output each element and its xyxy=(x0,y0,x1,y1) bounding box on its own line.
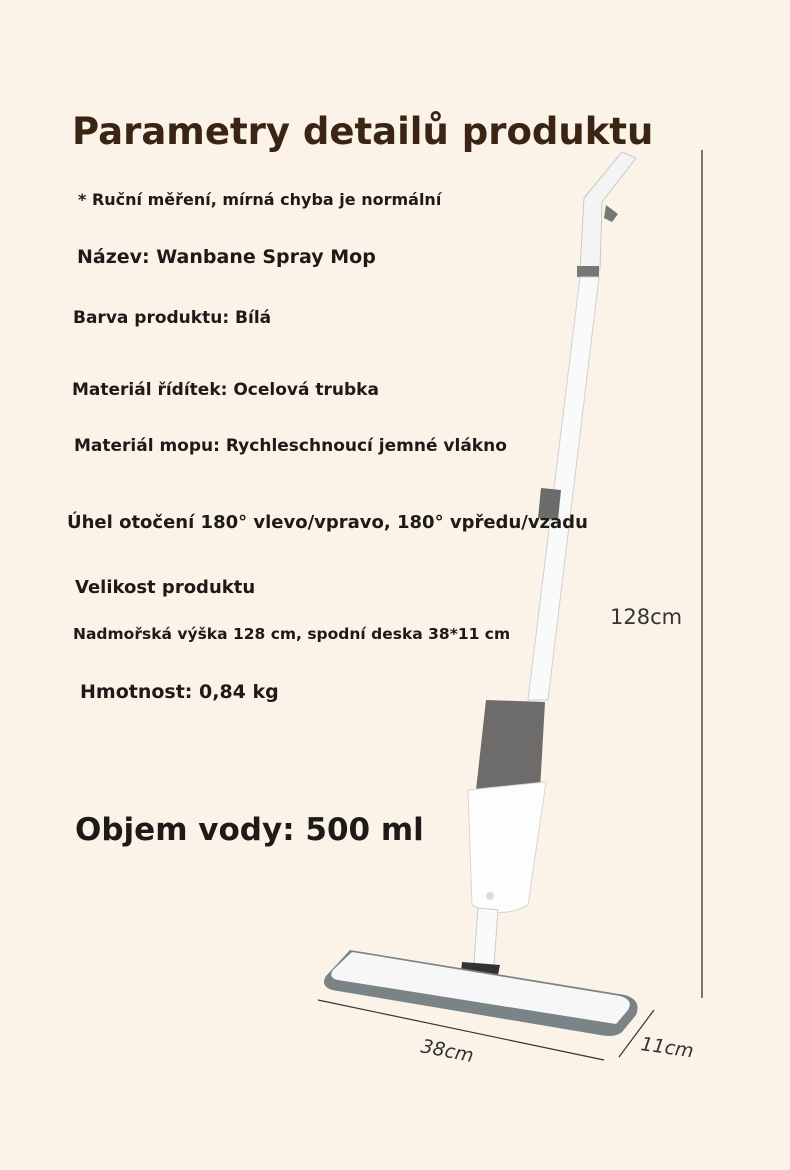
length-label: 38cm xyxy=(419,1035,476,1068)
page-title: Parametry detailů produktu xyxy=(72,110,654,153)
spec-handle-material: Materiál řídítek: Ocelová trubka xyxy=(72,380,379,400)
spec-color: Barva produktu: Bílá xyxy=(73,308,272,328)
water-tank xyxy=(476,700,545,790)
spec-weight: Hmotnost: 0,84 kg xyxy=(80,681,279,703)
measurement-note: * Ruční měření, mírná chyba je normální xyxy=(78,190,442,209)
mop-handle-shaft xyxy=(528,277,599,700)
spec-mop-material: Materiál mopu: Rychleschnoucí jemné vlákno xyxy=(74,436,507,456)
width-label: 11cm xyxy=(639,1033,695,1063)
spec-name: Název: Wanbane Spray Mop xyxy=(77,246,376,268)
spec-water-volume: Objem vody: 500 ml xyxy=(75,812,424,848)
spec-size: Nadmořská výška 128 cm, spodní deska 38*11 cm xyxy=(73,625,511,643)
spec-rotation: Úhel otočení 180° vlevo/vpravo, 180° vpředu/vzadu xyxy=(67,512,588,533)
spec-size-heading: Velikost produktu xyxy=(75,577,256,598)
height-label: 128cm xyxy=(610,605,683,629)
